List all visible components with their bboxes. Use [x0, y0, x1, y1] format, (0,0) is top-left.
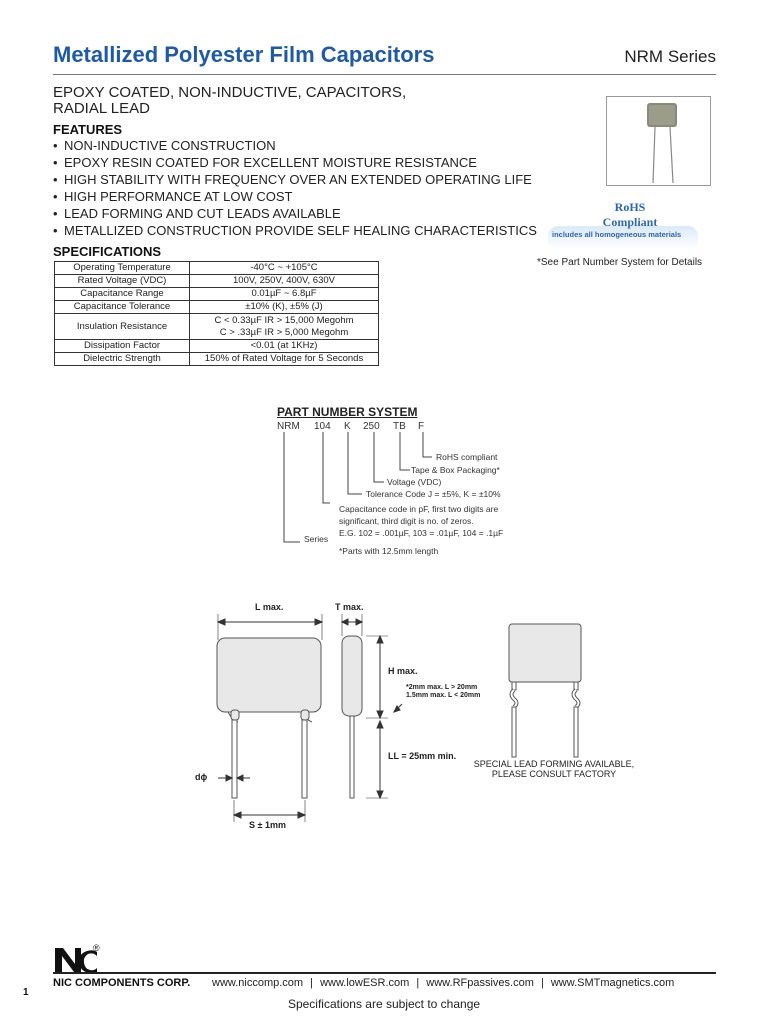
product-photo-frame [606, 96, 711, 186]
rohs-badge [590, 200, 670, 230]
specifications-table [54, 261, 379, 366]
spec-label: Dielectric Strength [55, 353, 190, 366]
part-number-heading: PART NUMBER SYSTEM [277, 405, 418, 419]
feature-item: • METALLIZED CONSTRUCTION PROVIDE SELF HEALING CHARACTERISTICS [53, 222, 537, 239]
pn-code-voltage: 250 [363, 421, 380, 432]
pn-code-packaging: TB [393, 421, 406, 432]
rohs-subtext: includes all homogeneous materials [552, 230, 682, 239]
page-number: 1 [23, 987, 29, 998]
pn-code-capacitance: 104 [314, 421, 331, 432]
spec-label: Rated Voltage (VDC) [55, 275, 190, 288]
dim-t-max: T max. [335, 602, 364, 612]
registered-mark: ® [93, 943, 100, 953]
table-row [55, 340, 379, 353]
spec-value: C > .33µF IR > 5,000 Megohm [219, 326, 349, 338]
link-separator: | [310, 977, 313, 989]
table-row [55, 301, 379, 314]
table-row [55, 288, 379, 301]
lead-note-line1: *2mm max. L > 20mm [406, 684, 478, 691]
rohs-line2: Compliant [602, 215, 658, 229]
features-list [53, 137, 537, 239]
pn-tolerance-label: Tolerance Code J = ±5%, K = ±10% [366, 489, 501, 499]
capacitor-photo [607, 97, 710, 185]
pn-code-series: NRM [277, 421, 300, 432]
link-smtmagnetics[interactable]: www.SMTmagnetics.com [550, 977, 675, 989]
dim-ll: LL = 25mm min. [388, 751, 457, 761]
specifications-heading: SPECIFICATIONS [53, 244, 162, 259]
pn-parts-note: *Parts with 12.5mm length [339, 546, 439, 556]
spec-label: Capacitance Tolerance [55, 301, 190, 314]
spec-value: 0.01µF ~ 6.8µF [190, 288, 379, 301]
rohs-line1: RoHS [614, 200, 646, 214]
spec-value: ±10% (K), ±5% (J) [190, 301, 379, 314]
feature-item: • NON-INDUCTIVE CONSTRUCTION [53, 137, 537, 154]
link-niccomp[interactable]: www.niccomp.com [212, 977, 304, 989]
special-lead-line1: SPECIAL LEAD FORMING AVAILABLE, [473, 759, 635, 769]
pn-series-label: Series [304, 534, 329, 544]
pn-voltage-label: Voltage (VDC) [387, 477, 442, 487]
feature-item: • HIGH STABILITY WITH FREQUENCY OVER AN EXTENDED OPERATING LIFE [53, 171, 537, 188]
table-row [55, 314, 379, 340]
dimension-drawing [190, 600, 520, 840]
footer-links [212, 977, 674, 989]
dim-s: S ± 1mm [249, 820, 286, 830]
link-lowesr[interactable]: www.lowESR.com [320, 977, 410, 989]
spec-value: 100V, 250V, 400V, 630V [190, 275, 379, 288]
pn-tape-label: Tape & Box Packaging* [411, 465, 500, 475]
header-divider [53, 74, 716, 75]
dim-h-max: H max. [388, 666, 418, 676]
lead-note-line2: 1.5mm max. L < 20mm [406, 692, 481, 699]
spec-value-multiline [190, 314, 379, 340]
features-heading: FEATURES [53, 122, 123, 137]
footer-disclaimer: Specifications are subject to change [287, 997, 481, 1011]
lead-forming-drawing [500, 620, 590, 760]
feature-item: • HIGH PERFORMANCE AT LOW COST [53, 188, 537, 205]
spec-label: Capacitance Range [55, 288, 190, 301]
link-separator: | [540, 977, 544, 989]
spec-label: Dissipation Factor [55, 340, 190, 353]
spec-label: Insulation Resistance [55, 314, 190, 340]
spec-value: C < 0.33µF IR > 15,000 Megohm [214, 314, 354, 326]
page-title: Metallized Polyester Film Capacitors [53, 42, 435, 67]
subtitle-line1: EPOXY COATED, NON-INDUCTIVE, CAPACITORS, [53, 84, 407, 101]
footer-divider [53, 972, 716, 974]
feature-item: • LEAD FORMING AND CUT LEADS AVAILABLE [53, 205, 537, 222]
spec-label: Operating Temperature [55, 262, 190, 275]
dim-l-max: L max. [255, 602, 284, 612]
special-lead-note [466, 759, 642, 779]
pn-capacitance-line2: significant, third digit is no. of zeros. [339, 516, 474, 526]
pn-code-tolerance: K [344, 421, 351, 432]
link-rfpassives[interactable]: www.RFpassives.com [426, 977, 534, 989]
pn-capacitance-line3: E.G. 102 = .001µF, 103 = .01µF, 104 = .1µF [339, 528, 504, 538]
table-row [55, 262, 379, 275]
company-name: NIC COMPONENTS CORP. [53, 977, 191, 989]
pn-code-rohs: F [418, 421, 425, 432]
nic-logo-icon [53, 942, 103, 974]
subtitle-line2: RADIAL LEAD [53, 100, 150, 117]
spec-value: 150% of Rated Voltage for 5 Seconds [190, 353, 379, 366]
table-row [55, 353, 379, 366]
feature-item: • EPOXY RESIN COATED FOR EXCELLENT MOISTURE RESISTANCE [53, 154, 537, 171]
series-label: NRM Series [624, 47, 716, 66]
pn-capacitance-line1: Capacitance code in pF, first two digits are [339, 504, 499, 514]
pn-rohs-label: RoHS compliant [436, 452, 498, 462]
special-lead-line2: PLEASE CONSULT FACTORY [491, 769, 617, 779]
rohs-note: *See Part Number System for Details [537, 257, 703, 268]
link-separator: | [416, 977, 420, 989]
spec-value: <0.01 (at 1KHz) [190, 340, 379, 353]
dim-d-phi: dϕ [195, 772, 208, 782]
table-row [55, 275, 379, 288]
spec-value: -40°C ~ +105°C [190, 262, 379, 275]
